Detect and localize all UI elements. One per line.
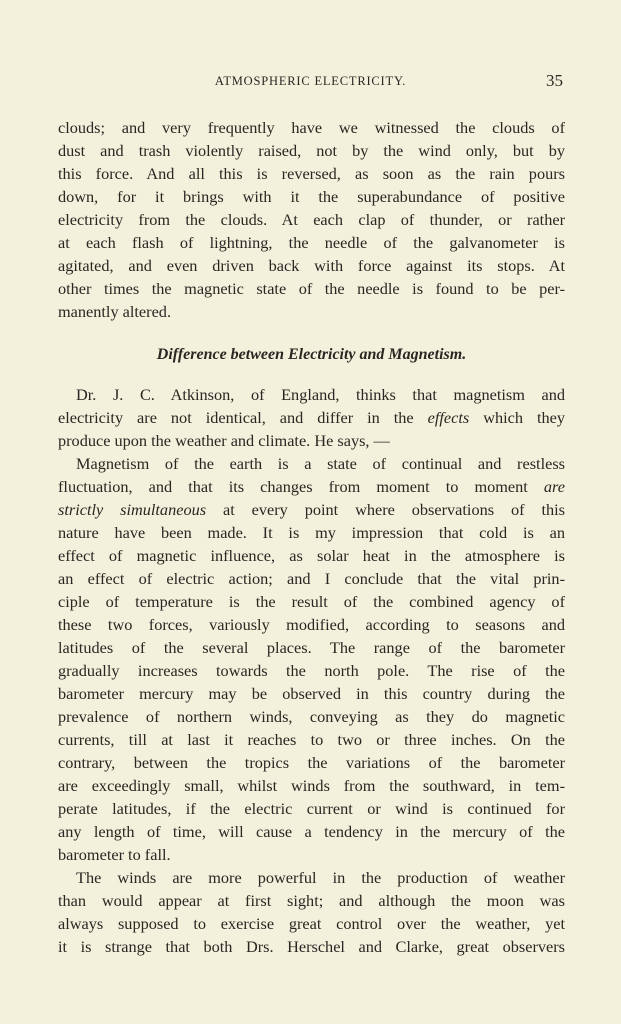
paragraph-1 <box>58 116 565 323</box>
text-line <box>58 475 565 498</box>
text-line: Dr. J. C. Atkinson, of England, thinks that magnetism and <box>76 385 565 404</box>
text-line: latitudes of the several places. The range of the barometer <box>58 638 565 657</box>
text-line: an effect of electric action; and I conclude that the vital prin- <box>58 569 565 588</box>
page-number: 35 <box>546 71 563 90</box>
text-line: it is strange that both Drs. Herschel and Clarke, great observers <box>58 937 565 956</box>
text-line: other times the magnetic state of the needle is found to be per- <box>58 279 565 298</box>
text-line: Magnetism of the earth is a state of continual and restless <box>76 454 565 473</box>
text-line: contrary, between the tropics the variations of the barometer <box>58 753 565 772</box>
text-line: clouds; and very frequently have we witnessed the clouds of <box>58 118 565 137</box>
text-line: agitated, and even driven back with force against its stops. At <box>58 256 565 275</box>
text-line: down, for it brings with it the superabundance of positive <box>58 187 565 206</box>
text-line: gradually increases towards the north pole. The rise of the <box>58 661 565 680</box>
text-line: electricity from the clouds. At each clap of thunder, or rather <box>58 210 565 229</box>
text-line: barometer to fall. <box>58 845 171 864</box>
text-line <box>58 498 565 521</box>
running-title: ATMOSPHERIC ELECTRICITY. <box>214 74 407 88</box>
page-header <box>58 71 563 96</box>
text-line: these two forces, variously modified, according to seasons and <box>58 615 565 634</box>
text-run: which they <box>469 408 565 427</box>
text-line: produce upon the weather and climate. He says, — <box>58 431 390 450</box>
text-line: always supposed to exercise great control over the weather, yet <box>58 914 565 933</box>
text-run: electricity are not identical, and differ in the <box>58 408 428 427</box>
emphasis-text: strictly simultaneous <box>58 500 207 519</box>
text-line <box>58 406 565 429</box>
section-heading: Difference between Electricity and Magnetism. <box>156 346 467 363</box>
text-run: fluctuation, and that its changes from moment to moment <box>58 477 544 496</box>
text-line: this force. And all this is reversed, as soon as the rain pours <box>58 164 565 183</box>
text-line: The winds are more powerful in the production of weather <box>76 868 565 887</box>
paragraph-2 <box>58 383 565 452</box>
text-line: than would appear at first sight; and although the moon was <box>58 891 565 910</box>
text-line: prevalence of northern winds, conveying as they do magnetic <box>58 707 565 726</box>
emphasis-text: are <box>543 477 565 496</box>
paragraph-4 <box>58 866 565 958</box>
text-line: at each flash of lightning, the needle of the galvanometer is <box>58 233 565 252</box>
text-line: barometer mercury may be observed in this country during the <box>58 684 565 703</box>
emphasis-text: effects <box>427 408 470 427</box>
text-line: currents, till at last it reaches to two or three inches. On the <box>58 730 565 749</box>
text-line: any length of time, will cause a tendency in the mercury of the <box>58 822 565 841</box>
text-line: dust and trash violently raised, not by the wind only, but by <box>58 141 565 160</box>
text-line: are exceedingly small, whilst winds from the southward, in tem- <box>58 776 565 795</box>
text-line: nature have been made. It is my impression that cold is an <box>58 523 565 542</box>
text-line: manently altered. <box>58 302 172 321</box>
text-run: at every point where observations of this <box>206 500 565 519</box>
text-line: ciple of temperature is the result of the combined agency of <box>58 592 565 611</box>
text-line: effect of magnetic influence, as solar heat in the atmosphere is <box>58 546 565 565</box>
page-body <box>58 116 565 958</box>
paragraph-3 <box>58 452 565 866</box>
text-line: perate latitudes, if the electric current or wind is continued for <box>58 799 565 818</box>
